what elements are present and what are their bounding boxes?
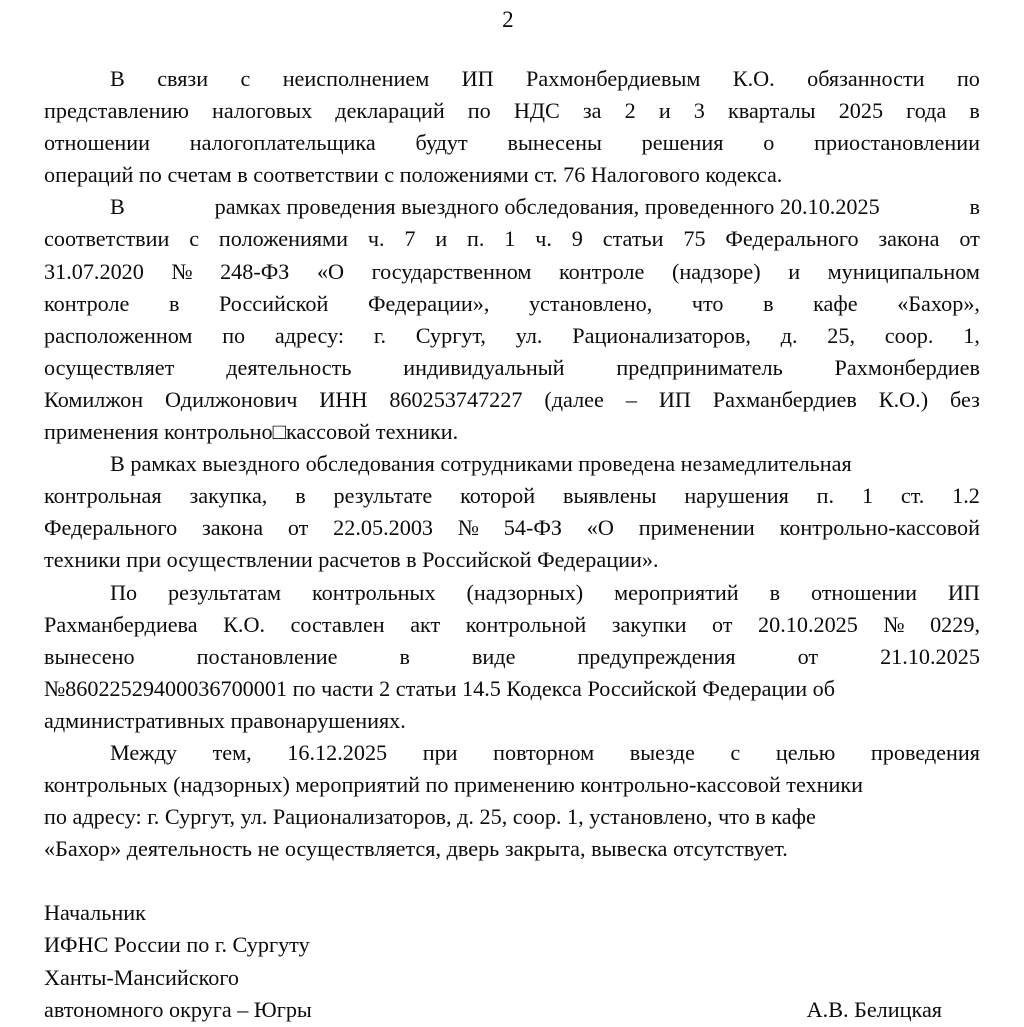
paragraph-5 xyxy=(44,737,980,865)
text-line: Комилжон Одилжонович ИНН 860253747227 (далее – ИП Рахманбердиев К.О.) без xyxy=(44,386,980,412)
text-line: расположенном по адресу: г. Сургут, ул. Рационализаторов, д. 25, соор. 1, xyxy=(44,322,980,348)
paragraph-1 xyxy=(44,63,980,191)
text-line: Рахманбердиева К.О. составлен акт контрольной закупки от 20.10.2025 № 0229, xyxy=(44,611,980,637)
signatory-name: А.В. Белицкая xyxy=(806,997,942,1023)
text-line: контроле в Российской Федерации», установлено, что в кафе «Бахор», xyxy=(44,290,980,316)
text-line: Между тем, 16.12.2025 при повторном выезде с целью проведения xyxy=(110,739,980,765)
text-line: осуществляет деятельность индивидуальный предприниматель Рахмонбердиев xyxy=(44,354,980,380)
text-line: вынесено постановление в виде предупреждения от 21.10.2025 xyxy=(44,643,980,669)
paragraph-2 xyxy=(44,191,980,448)
signature-block xyxy=(44,897,980,1027)
text-line: «Бахор» деятельность не осуществляется, дверь закрыта, вывеска отсутствует. xyxy=(44,836,788,862)
text-line: 31.07.2020 № 248-ФЗ «О государственном контроле (надзоре) и муниципальном xyxy=(44,258,980,284)
text-line: техники при осуществлении расчетов в Российской Федерации». xyxy=(44,547,659,573)
signatory-position-line-4: автономного округа – Югры xyxy=(44,997,312,1023)
paragraph-3 xyxy=(44,448,980,576)
text-line: операций по счетам в соответствии с положениями ст. 76 Налогового кодекса. xyxy=(44,162,783,188)
text-line: контрольных (надзорных) мероприятий по применению контрольно-кассовой техники xyxy=(44,772,864,798)
text-line: №86022529400036700001 по части 2 статьи 14.5 Кодекса Российской Федерации об xyxy=(44,675,836,701)
text-line: отношении налогоплательщика будут вынесены решения о приостановлении xyxy=(44,130,980,156)
text-line: по адресу: г. Сургут, ул. Рационализаторов, д. 25, соор. 1, установлено, что в кафе xyxy=(44,804,816,830)
signature-row xyxy=(44,994,980,1026)
text-line: Федерального закона от 22.05.2003 № 54-ФЗ «О применении контрольно-кассовой xyxy=(44,515,980,541)
text-line: представлению налоговых деклараций по НДС за 2 и 3 кварталы 2025 года в xyxy=(44,98,980,124)
text-line: В рамках выездного обследования сотрудниками проведена незамедлительная xyxy=(110,451,852,477)
text-line: По результатам контрольных (надзорных) мероприятий в отношении ИП xyxy=(110,579,980,605)
signatory-position-line-2: ИФНС России по г. Сургуту xyxy=(44,932,310,958)
text-line: В связи с неисполнением ИП Рахмонбердиевым К.О. обязанности по xyxy=(110,66,980,91)
signatory-position-line-1: Начальник xyxy=(44,900,146,925)
text-line: В рамках проведения выездного обследования, проведенного 20.10.2025 в xyxy=(110,194,980,220)
text-line: применения контрольно□кассовой техники. xyxy=(44,419,459,445)
signatory-position-line-3: Ханты-Мансийского xyxy=(44,964,240,990)
text-line: соответствии с положениями ч. 7 и п. 1 ч. 9 статьи 75 Федерального закона от xyxy=(44,226,980,252)
page-number: 2 xyxy=(502,7,514,32)
text-line: административных правонарушениях. xyxy=(44,707,406,733)
text-line: контрольная закупка, в результате которой выявлены нарушения п. 1 ст. 1.2 xyxy=(44,483,980,509)
paragraph-4 xyxy=(44,577,980,737)
document-body xyxy=(44,63,980,865)
